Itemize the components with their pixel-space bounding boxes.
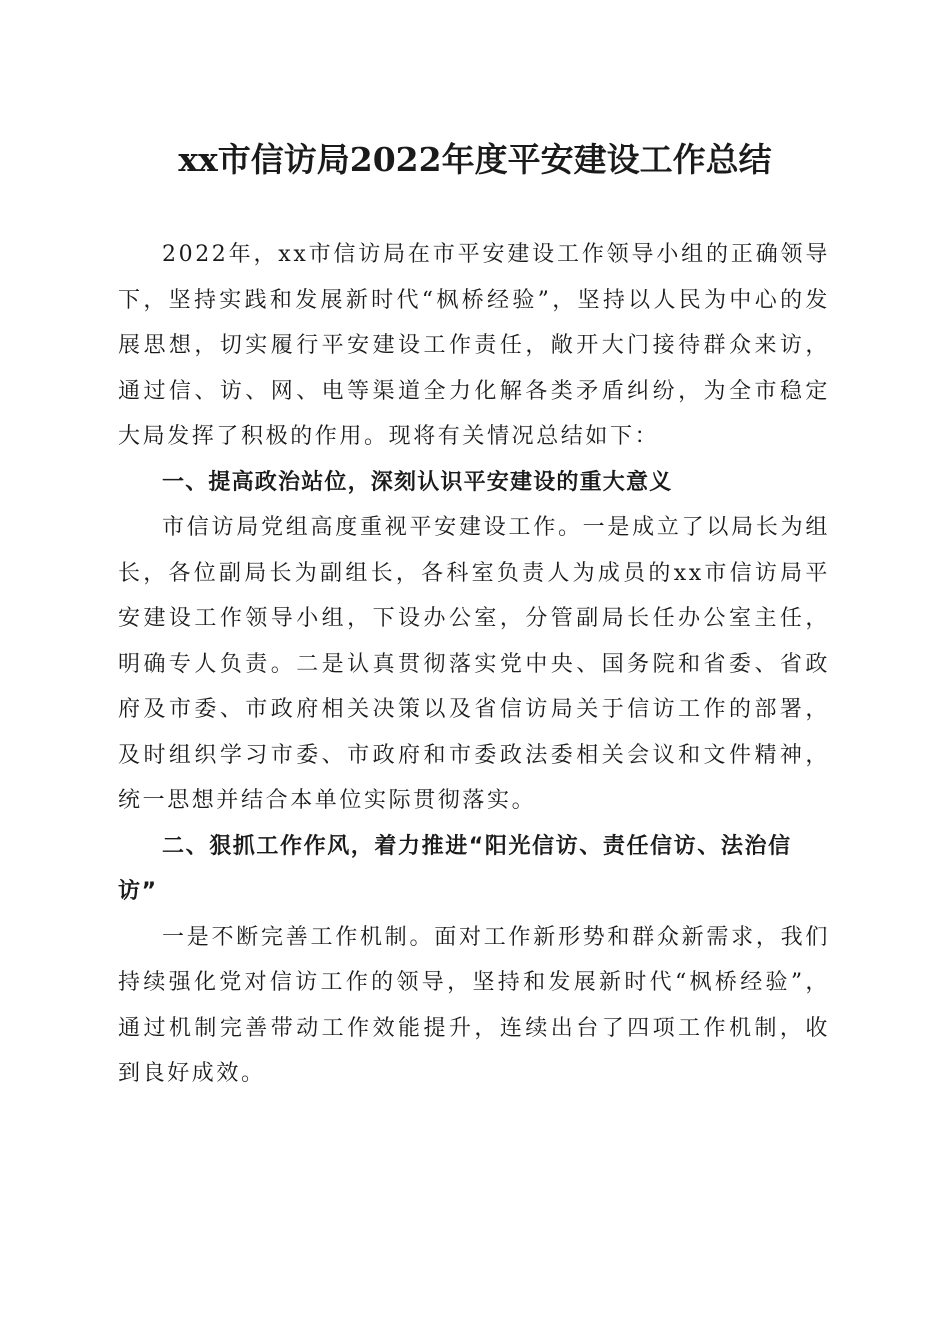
section-1-paragraph: 市信访局党组高度重视平安建设工作。一是成立了以局长为组长，各位副局长为副组长，各科室负责人为成员的xx市信访局平安建设工作领导小组，下设办公室，分管副局长任办公室主任，明确专人负责。二是认真贯彻落实党中央、国务院和省委、省政府及市委、市政府相关决策以及省信访局关于信访工作的部署，及时组织学习市委、市政府和市委政法委相关会议和文件精神，统一思想并结合本单位实际贯彻落实。 — [118, 515, 830, 813]
intro-paragraph: 2022年，xx市信访局在市平安建设工作领导小组的正确领导下，坚持实践和发展新时代“枫桥经验”，坚持以人民为中心的发展思想，切实履行平安建设工作责任，敞开大门接待群众来访，通过信、访、网、电等渠道全力化解各类矛盾纠纷，为全市稳定大局发挥了积极的作用。现将有关情况总结如下： — [118, 242, 830, 449]
section-1-heading: 一、提高政治站位，深刻认识平安建设的重大意义 — [162, 469, 673, 495]
section-2-heading: 二、狠抓工作作风，着力推进“阳光信访、责任信访、法治信访” — [118, 833, 792, 904]
section-2-paragraph: 一是不断完善工作机制。面对工作新形势和群众新需求，我们持续强化党对信访工作的领导，坚持和发展新时代“枫桥经验”，通过机制完善带动工作效能提升，连续出台了四项工作机制，收到良好成效。 — [118, 924, 830, 1086]
document-body — [118, 232, 830, 1097]
document-title: xx市信访局2022年度平安建设工作总结 — [178, 140, 772, 179]
